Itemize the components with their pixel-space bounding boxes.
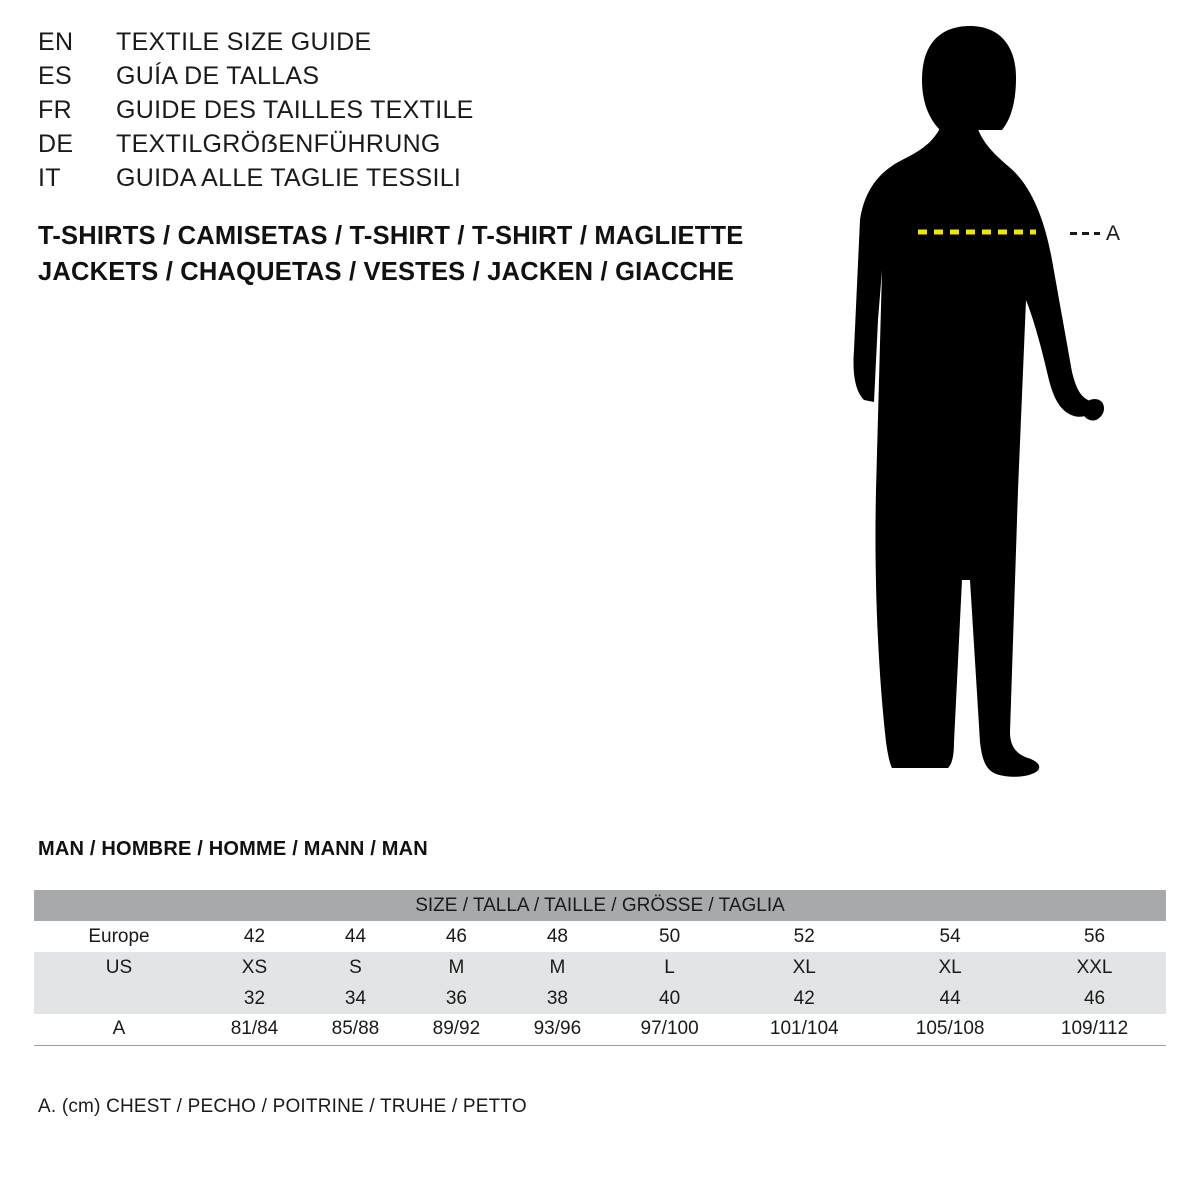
table-cell: 97/100 [608,1014,731,1045]
table-cell: 109/112 [1023,1014,1166,1045]
chest-measure-label: A [1106,222,1121,245]
table-cell: 44 [305,921,406,952]
table-cell: 89/92 [406,1014,507,1045]
language-code: EN [38,28,74,56]
table-cell: 52 [731,921,877,952]
language-code: FR [38,96,72,124]
garment-line-jackets: JACKETS / CHAQUETAS / VESTES / JACKEN / GIACCHE [38,258,735,286]
language-title-block [38,28,738,198]
table-cell: S [305,952,406,983]
table-row [34,1014,1166,1045]
table-cell: 46 [1023,983,1166,1014]
table-cell: 42 [731,983,877,1014]
table-cell: 93/96 [507,1014,608,1045]
language-row [38,28,738,62]
table-cell: 48 [507,921,608,952]
table-header-label: SIZE / TALLA / TAILLE / GRÖSSE / TAGLIA [34,890,1166,921]
row-label: US [34,952,204,983]
language-code: IT [38,164,61,192]
language-code: ES [38,62,72,90]
table-cell: 40 [608,983,731,1014]
table-cell: XS [204,952,305,983]
male-silhouette-figure [830,20,1170,790]
table-cell: 34 [305,983,406,1014]
language-title: GUIDA ALLE TAGLIE TESSILI [116,164,462,192]
language-title: GUIDE DES TAILLES TEXTILE [116,96,474,124]
table-row [34,952,1166,983]
table-cell: M [406,952,507,983]
language-row [38,130,738,164]
table-cell: 85/88 [305,1014,406,1045]
garment-category-block [38,218,798,290]
table-cell: 42 [204,921,305,952]
language-title: GUÍA DE TALLAS [116,62,320,90]
row-label [34,983,204,1014]
table-row [34,983,1166,1014]
table-cell: XL [731,952,877,983]
language-row [38,96,738,130]
row-label: A [34,1014,204,1045]
row-label: Europe [34,921,204,952]
table-footnote: A. (cm) CHEST / PECHO / POITRINE / TRUHE / PETTO [38,1096,527,1117]
language-row [38,62,738,96]
table-cell: 46 [406,921,507,952]
table-cell: 101/104 [731,1014,877,1045]
size-table [34,890,1166,1046]
table-cell: L [608,952,731,983]
table-header-row [34,890,1166,921]
table-cell: 56 [1023,921,1166,952]
language-title: TEXTILE SIZE GUIDE [116,28,372,56]
table-cell: 36 [406,983,507,1014]
language-title: TEXTILGRÖẞENFÜHRUNG [116,130,441,158]
table-cell: 38 [507,983,608,1014]
garment-line-tshirts: T-SHIRTS / CAMISETAS / T-SHIRT / T-SHIRT / MAGLIETTE [38,222,744,250]
language-code: DE [38,130,74,158]
table-cell: 105/108 [877,1014,1023,1045]
chest-measure-leader-line [1070,232,1100,235]
language-row [38,164,738,198]
table-cell: 81/84 [204,1014,305,1045]
table-row [34,921,1166,952]
table-section-title: MAN / HOMBRE / HOMME / MANN / MAN [38,838,428,860]
table-cell: M [507,952,608,983]
table-cell: XXL [1023,952,1166,983]
table-cell: 54 [877,921,1023,952]
table-cell: 32 [204,983,305,1014]
table-cell: 50 [608,921,731,952]
table-cell: 44 [877,983,1023,1014]
table-cell: XL [877,952,1023,983]
